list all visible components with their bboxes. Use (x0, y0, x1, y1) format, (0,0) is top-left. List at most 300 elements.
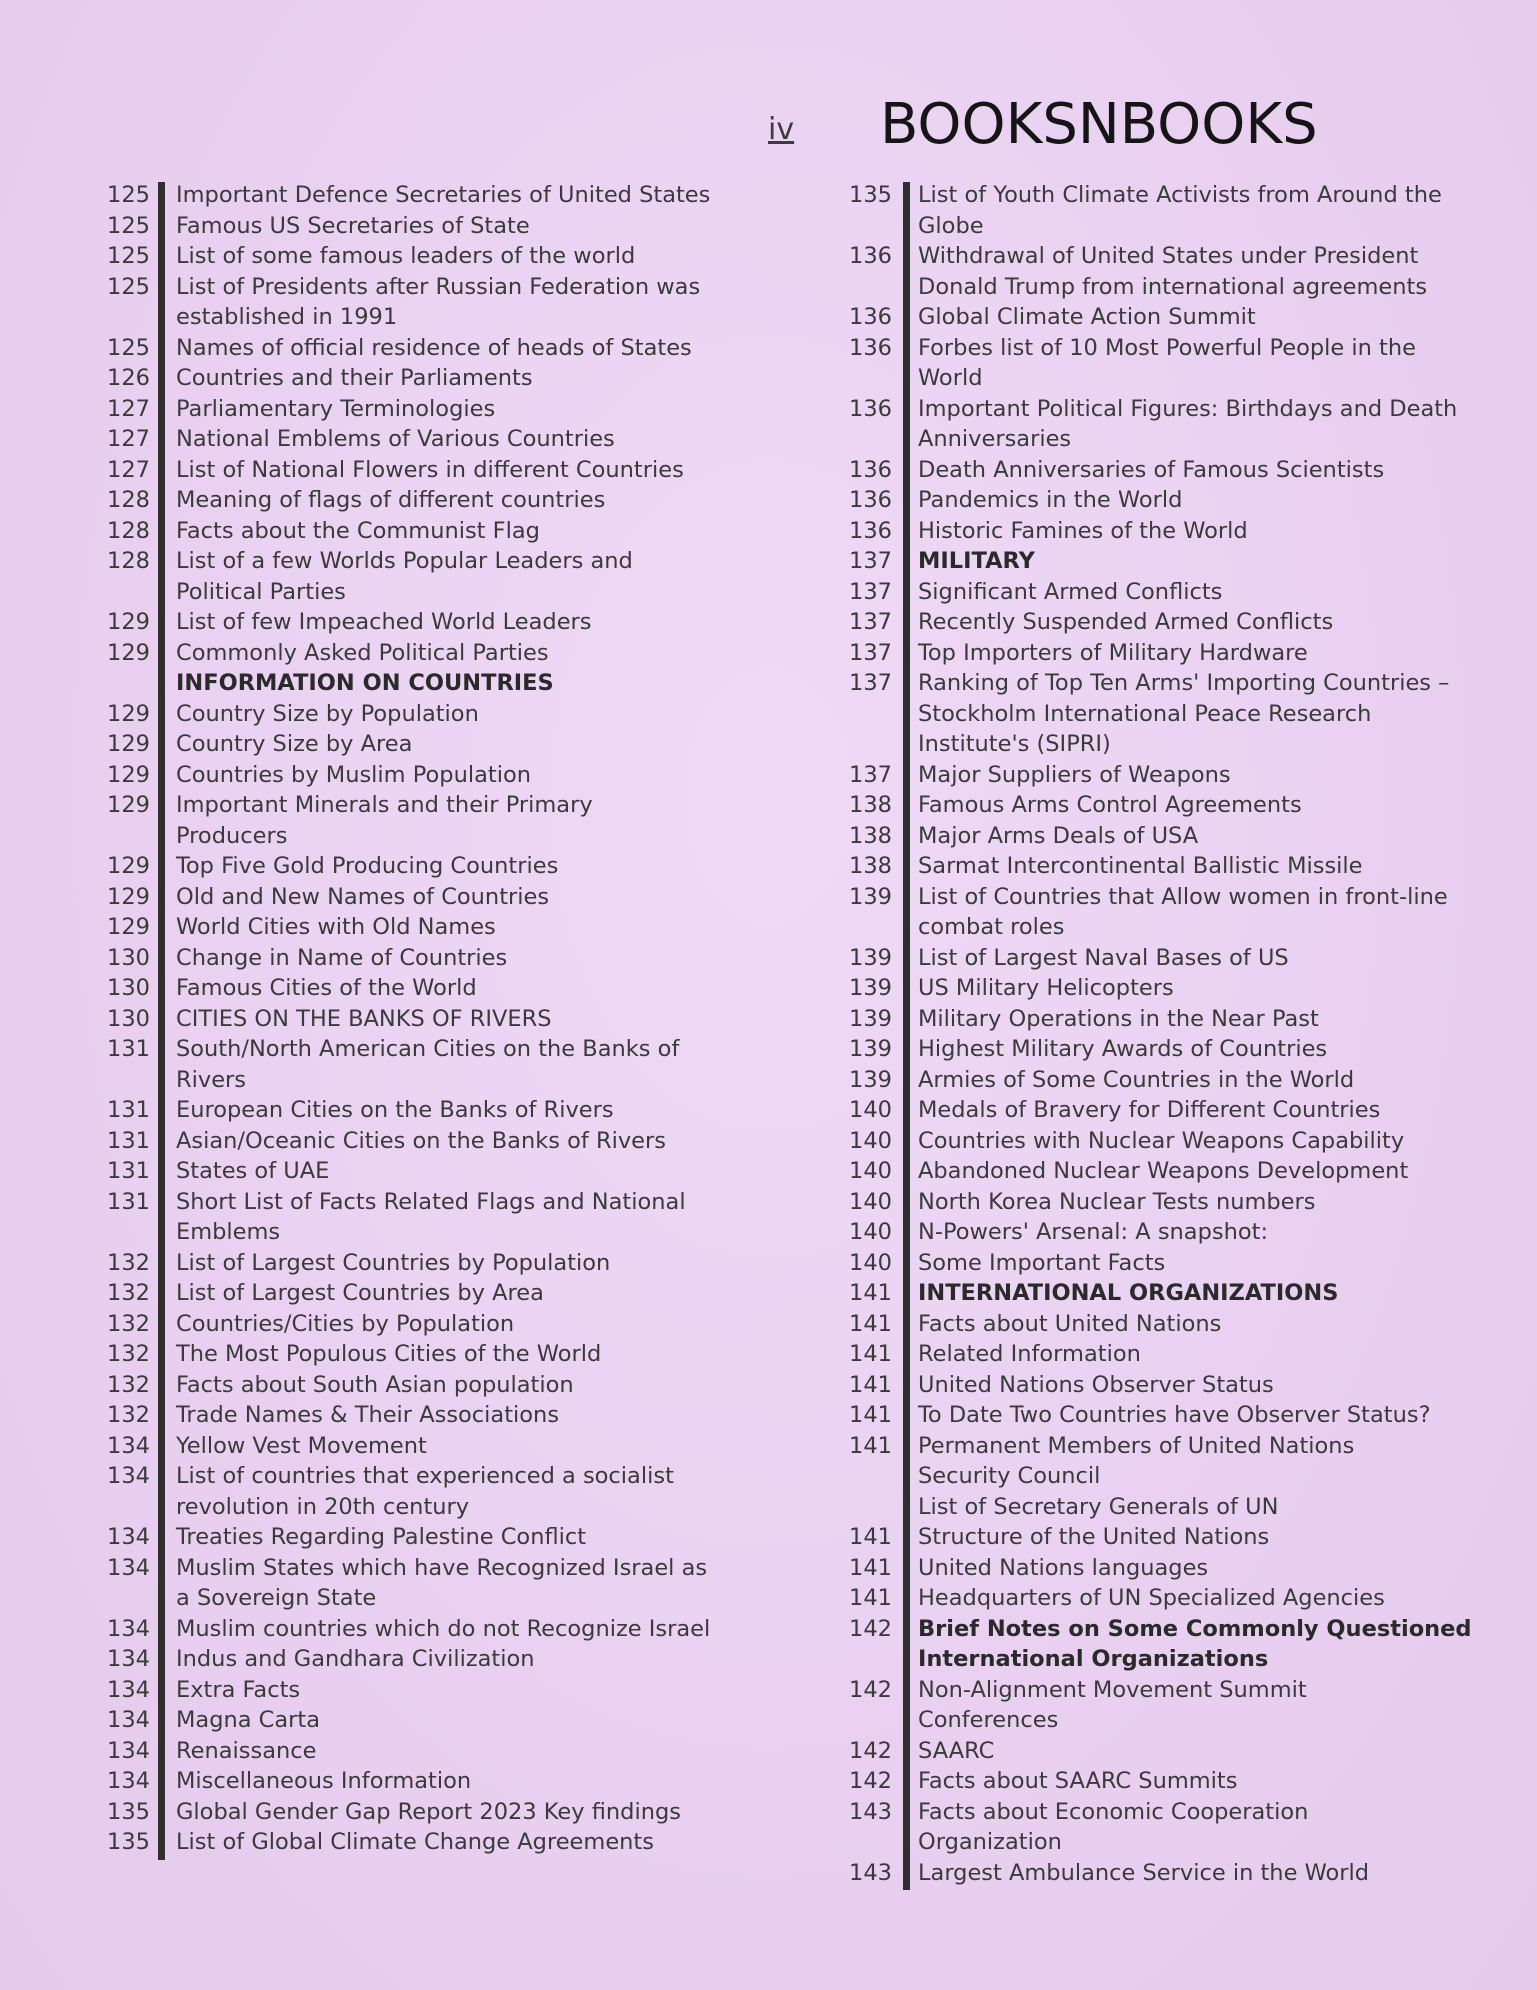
toc-entry-page: 129 (107, 883, 150, 910)
toc-entry-page: 129 (107, 853, 150, 879)
toc-entry-line: Treaties Regarding Palestine Conflict (176, 1524, 587, 1550)
toc-entry (830, 1858, 1490, 1889)
toc-entry (84, 180, 724, 211)
toc-entry-title (918, 455, 1478, 486)
toc-entry (830, 1004, 1490, 1035)
toc-entry-line: combat roles (918, 914, 1065, 940)
toc-entry (830, 1400, 1490, 1431)
toc-entry-title (176, 882, 724, 913)
toc-entry (830, 760, 1490, 791)
toc-entry-page: 131 (107, 1127, 150, 1154)
toc-entry-title (176, 1004, 724, 1035)
toc-entry-title (918, 516, 1478, 547)
toc-entry-page: 137 (849, 548, 892, 574)
toc-entry (830, 333, 1490, 394)
toc-entry-page: 135 (107, 1829, 150, 1855)
toc-entry-title (918, 577, 1478, 608)
toc-entry-line: Military Operations in the Near Past (918, 1005, 1319, 1032)
toc-entry-title (176, 1126, 724, 1157)
toc-entry-title (176, 1766, 724, 1797)
toc-entry-page: 136 (849, 456, 892, 483)
toc-entry (830, 790, 1490, 821)
toc-entry-line: Facts about SAARC Summits (918, 1768, 1238, 1794)
toc-entry-line: Yellow Vest Movement (176, 1432, 427, 1459)
toc-entry-page: 134 (107, 1524, 150, 1550)
toc-entry (84, 272, 724, 333)
toc-entry (84, 1827, 724, 1858)
toc-entry (84, 211, 724, 242)
toc-entry-line: Ranking of Top Ten Arms' Importing Countries – (918, 670, 1450, 696)
toc-entry-title (918, 1095, 1478, 1126)
toc-entry-line: Muslim countries which do not Recognize Israel (176, 1615, 711, 1642)
toc-entry (830, 546, 1490, 577)
toc-entry-title (176, 363, 724, 394)
toc-entry (84, 1644, 724, 1675)
toc-entry-title (176, 1309, 724, 1340)
toc-entry-title (918, 394, 1478, 455)
toc-entry-title (918, 1400, 1478, 1431)
toc-entry (84, 607, 724, 638)
toc-entry-title (176, 1736, 724, 1767)
toc-entry (830, 1370, 1490, 1401)
toc-entry-title (176, 1095, 724, 1126)
toc-entry-page: 136 (849, 517, 892, 544)
toc-entry-line: Change in Name of Countries (176, 944, 508, 971)
toc-entry-line: Non-Alignment Movement Summit (918, 1676, 1307, 1703)
toc-entry-line: Emblems (176, 1219, 281, 1245)
toc-entry-page: 125 (107, 273, 150, 300)
toc-entry (830, 577, 1490, 608)
toc-entry-line: Parliamentary Terminologies (176, 395, 496, 422)
toc-entry-line: Meaning of flags of different countries (176, 487, 606, 513)
toc-entry-page: 138 (849, 792, 892, 818)
toc-entry-title (176, 424, 724, 455)
toc-entry-title (176, 699, 724, 730)
toc-entry-title (918, 668, 1478, 760)
toc-entry-title (918, 1034, 1478, 1065)
toc-entry-title (918, 1370, 1478, 1401)
toc-entry (830, 882, 1490, 943)
toc-entry-page: 142 (849, 1615, 892, 1642)
toc-entry-page: 129 (107, 731, 150, 757)
toc-entry (830, 1065, 1490, 1096)
toc-entry (830, 1675, 1490, 1736)
toc-left-column (84, 180, 724, 1858)
toc-entry-page: 131 (107, 1036, 150, 1062)
page-number: iv (768, 112, 795, 147)
toc-entry-title (176, 1156, 724, 1187)
toc-entry-page: 125 (107, 212, 150, 239)
toc-entry-title (918, 241, 1478, 302)
toc-entry-line: List of Presidents after Russian Federation was (176, 273, 701, 300)
toc-entry-line: List of few Impeached World Leaders (176, 609, 592, 635)
toc-entry-title (918, 1766, 1478, 1797)
toc-entry-title (918, 302, 1478, 333)
toc-entry-line: North Korea Nuclear Tests numbers (918, 1188, 1316, 1215)
toc-entry-title (176, 638, 724, 669)
toc-entry-line: Countries and their Parliaments (176, 365, 533, 391)
toc-entry-title (918, 882, 1478, 943)
toc-entry-page: 131 (107, 1097, 150, 1123)
toc-entry-title (918, 1553, 1478, 1584)
toc-entry-line: Countries with Nuclear Weapons Capability (918, 1127, 1405, 1154)
toc-entry-title (176, 1431, 724, 1462)
toc-entry-page: 132 (107, 1249, 150, 1276)
toc-entry-line: The Most Populous Cities of the World (176, 1341, 602, 1367)
toc-entry (830, 1034, 1490, 1065)
toc-entry-title (176, 1339, 724, 1370)
toc-entry-page: 141 (849, 1554, 892, 1581)
toc-entry-line: a Sovereign State (176, 1585, 377, 1611)
toc-entry-line: United Nations Observer Status (918, 1371, 1274, 1398)
toc-entry (84, 851, 724, 882)
toc-entry-page: 142 (849, 1676, 892, 1703)
toc-entry-title (176, 1248, 724, 1279)
toc-entry (830, 1583, 1490, 1614)
toc-entry (84, 790, 724, 851)
toc-entry-line: To Date Two Countries have Observer Status? (918, 1402, 1431, 1428)
toc-entry-page: 139 (849, 1066, 892, 1093)
toc-entry-page: 139 (849, 1005, 892, 1032)
toc-entry (830, 1339, 1490, 1370)
toc-entry-page: 141 (849, 1402, 892, 1428)
toc-entry-line: List of National Flowers in different Countries (176, 456, 684, 483)
toc-entry-page: 129 (107, 914, 150, 940)
toc-entry-page: 141 (849, 1310, 892, 1337)
toc-entry-line: List of Largest Countries by Area (176, 1280, 544, 1306)
toc-entry-title (918, 973, 1478, 1004)
toc-entry-page: 141 (849, 1524, 892, 1550)
toc-entry-title (176, 790, 724, 851)
toc-entry-title (918, 1126, 1478, 1157)
toc-entry-line: Global Climate Action Summit (918, 304, 1256, 330)
toc-entry-page: 140 (849, 1188, 892, 1215)
toc-entry-line: United Nations languages (918, 1554, 1209, 1581)
toc-entry-line: Muslim States which have Recognized Israel as (176, 1554, 708, 1581)
toc-entry (84, 1278, 724, 1309)
toc-entry-title (176, 1400, 724, 1431)
toc-entry (830, 302, 1490, 333)
toc-entry-page: 134 (107, 1432, 150, 1459)
toc-entry (84, 668, 724, 699)
toc-entry (830, 638, 1490, 669)
toc-entry (84, 516, 724, 547)
toc-entry-title (176, 1278, 724, 1309)
toc-entry-page: 137 (849, 609, 892, 635)
toc-entry-line: Top Importers of Military Hardware (918, 639, 1308, 666)
toc-entry-title (176, 1797, 724, 1828)
toc-entry-line: States of UAE (176, 1158, 330, 1184)
toc-entry (830, 1156, 1490, 1187)
toc-entry-page: 136 (849, 395, 892, 422)
toc-entry (830, 1553, 1490, 1584)
toc-entry-line: Headquarters of UN Specialized Agencies (918, 1585, 1385, 1611)
toc-entry (830, 668, 1490, 760)
toc-entry-title (176, 943, 724, 974)
toc-entry-title (918, 1522, 1478, 1553)
toc-entry-page: 129 (107, 700, 150, 727)
toc-entry-page: 129 (107, 609, 150, 635)
toc-entry-page: 125 (107, 334, 150, 361)
toc-entry-page: 141 (849, 1341, 892, 1367)
toc-entry-page: 128 (107, 487, 150, 513)
toc-entry-page: 137 (849, 670, 892, 696)
toc-entry (84, 638, 724, 669)
toc-entry (830, 1126, 1490, 1157)
toc-entry-title (176, 485, 724, 516)
toc-entry-page: 143 (849, 1859, 892, 1886)
toc-entry-title (918, 1248, 1478, 1279)
toc-entry-line: Facts about Economic Cooperation (918, 1798, 1309, 1825)
toc-entry (830, 180, 1490, 241)
toc-entry-title (176, 760, 724, 791)
toc-entry-line: Facts about the Communist Flag (176, 517, 540, 544)
toc-entry-line: Miscellaneous Information (176, 1768, 472, 1794)
toc-entry (84, 1736, 724, 1767)
toc-entry (84, 1797, 724, 1828)
toc-entry-title (918, 1217, 1478, 1248)
toc-entry-title (918, 1309, 1478, 1340)
toc-entry-title (918, 333, 1478, 394)
toc-entry-line: Significant Armed Conflicts (918, 578, 1223, 605)
toc-entry (830, 241, 1490, 302)
toc-entry-page: 140 (849, 1219, 892, 1245)
toc-entry (84, 912, 724, 943)
toc-entry-line: International Organizations (918, 1646, 1269, 1672)
toc-entry-page: 137 (849, 761, 892, 788)
toc-entry-title (176, 1370, 724, 1401)
toc-entry-line: World Cities with Old Names (176, 914, 496, 940)
toc-entry (830, 1797, 1490, 1858)
toc-entry-page: 138 (849, 853, 892, 879)
toc-entry-page: 132 (107, 1310, 150, 1337)
toc-entry-line: established in 1991 (176, 304, 398, 330)
toc-entry-page: 140 (849, 1249, 892, 1276)
toc-entry-line: Donald Trump from international agreements (918, 273, 1428, 300)
toc-entry-line: Structure of the United Nations (918, 1524, 1270, 1550)
toc-entry-page: 131 (107, 1158, 150, 1184)
toc-entry-line: Medals of Bravery for Different Countries (918, 1097, 1381, 1123)
toc-entry-title (176, 241, 724, 272)
toc-entry-line: Countries by Muslim Population (176, 761, 531, 788)
toc-entry (84, 1614, 724, 1645)
toc-entry-line: List of some famous leaders of the world (176, 243, 636, 269)
toc-entry-line: Organization (918, 1829, 1062, 1855)
toc-entry (84, 1248, 724, 1279)
toc-entry-line: INFORMATION ON COUNTRIES (176, 670, 554, 696)
toc-entry-line: Sarmat Intercontinental Ballistic Missile (918, 853, 1363, 879)
toc-entry (830, 607, 1490, 638)
toc-entry (830, 516, 1490, 547)
toc-entry-title (918, 1431, 1478, 1523)
toc-entry-line: Facts about South Asian population (176, 1371, 574, 1398)
toc-entry (84, 394, 724, 425)
toc-entry-line: Important Defence Secretaries of United States (176, 182, 711, 208)
toc-entry-title (176, 1553, 724, 1614)
toc-entry-title (176, 1522, 724, 1553)
toc-entry (830, 485, 1490, 516)
toc-entry-page: 132 (107, 1402, 150, 1428)
toc-right-column (830, 180, 1490, 1888)
toc-entry (84, 1431, 724, 1462)
toc-entry (84, 241, 724, 272)
toc-entry (84, 546, 724, 607)
toc-entry (830, 943, 1490, 974)
toc-entry-line: South/North American Cities on the Banks of (176, 1036, 680, 1062)
toc-entry (84, 1187, 724, 1248)
toc-entry-line: Rivers (176, 1066, 247, 1093)
toc-entry-line: List of Largest Naval Bases of US (918, 944, 1289, 971)
toc-entry-line: Largest Ambulance Service in the World (918, 1859, 1370, 1886)
toc-entry-page: 134 (107, 1768, 150, 1794)
toc-entry (84, 333, 724, 364)
toc-entry-page: 137 (849, 639, 892, 666)
toc-entry-line: Abandoned Nuclear Weapons Development (918, 1158, 1409, 1184)
toc-entry (830, 1095, 1490, 1126)
toc-entry-title (918, 1858, 1478, 1889)
toc-entry-page: 139 (849, 975, 892, 1001)
toc-entry (830, 973, 1490, 1004)
toc-entry (830, 1248, 1490, 1279)
toc-entry-page: 128 (107, 548, 150, 574)
toc-entry-line: Names of official residence of heads of States (176, 334, 692, 361)
toc-entry-line: List of a few Worlds Popular Leaders and (176, 548, 633, 574)
toc-entry-page: 140 (849, 1097, 892, 1123)
toc-entry-page: 136 (849, 334, 892, 361)
toc-entry-page: 126 (107, 365, 150, 391)
toc-entry-line: SAARC (918, 1737, 995, 1764)
brand-title: BOOKSNBOOKS (880, 92, 1318, 157)
toc-entry (830, 394, 1490, 455)
toc-entry-title (918, 821, 1478, 852)
toc-entry (84, 1095, 724, 1126)
toc-entry-page: 139 (849, 883, 892, 910)
toc-entry-line: Political Parties (176, 578, 346, 605)
toc-entry-page: 140 (849, 1158, 892, 1184)
toc-entry (84, 1126, 724, 1157)
toc-entry (84, 1034, 724, 1095)
toc-entry-title (918, 1614, 1478, 1675)
toc-entry-title (918, 1004, 1478, 1035)
toc-entry-title (918, 180, 1478, 241)
toc-entry-title (176, 1187, 724, 1248)
toc-entry-title (176, 180, 724, 211)
toc-entry-line: US Military Helicopters (918, 975, 1174, 1001)
toc-entry (84, 363, 724, 394)
toc-entry-title (176, 729, 724, 760)
toc-entry (84, 1705, 724, 1736)
toc-entry-page: 142 (849, 1737, 892, 1764)
toc-entry-line: revolution in 20th century (176, 1493, 470, 1520)
toc-entry-line: Pandemics in the World (918, 487, 1183, 513)
toc-entry-page: 138 (849, 822, 892, 849)
toc-entry-line: Major Arms Deals of USA (918, 822, 1199, 849)
toc-entry-line: MILITARY (918, 548, 1035, 574)
toc-entry-line: World (918, 365, 983, 391)
toc-entry-page: 129 (107, 639, 150, 666)
toc-entry-title (176, 607, 724, 638)
toc-entry-page: 132 (107, 1341, 150, 1367)
toc-entry (84, 1400, 724, 1431)
toc-entry (830, 1278, 1490, 1309)
toc-entry-line: Producers (176, 822, 288, 849)
toc-entry-line: Major Suppliers of Weapons (918, 761, 1231, 788)
toc-entry-page: 141 (849, 1432, 892, 1459)
toc-entry-line: Conferences (918, 1707, 1059, 1733)
toc-entry-line: Countries/Cities by Population (176, 1310, 515, 1337)
toc-entry-line: Historic Famines of the World (918, 517, 1248, 544)
toc-entry-title (918, 760, 1478, 791)
toc-entry-title (918, 485, 1478, 516)
toc-entry-line: Some Important Facts (918, 1249, 1166, 1276)
toc-entry-title (918, 1675, 1478, 1736)
toc-entry-line: National Emblems of Various Countries (176, 426, 615, 452)
toc-entry-title (918, 1156, 1478, 1187)
toc-entry-page: 135 (107, 1798, 150, 1825)
toc-entry-title (918, 1065, 1478, 1096)
toc-entry (84, 485, 724, 516)
toc-entry-line: List of countries that experienced a socialist (176, 1463, 674, 1489)
toc-entry-page: 134 (107, 1707, 150, 1733)
toc-entry-line: Death Anniversaries of Famous Scientists (918, 456, 1385, 483)
toc-entry-title (176, 272, 724, 333)
toc-entry-line: List of Global Climate Change Agreements (176, 1829, 654, 1855)
toc-entry-page: 142 (849, 1768, 892, 1794)
toc-entry (84, 973, 724, 1004)
toc-entry-title (176, 1034, 724, 1095)
toc-entry-title (918, 1278, 1478, 1309)
toc-entry-page: 137 (849, 578, 892, 605)
toc-entry-title (918, 546, 1478, 577)
toc-entry-line: Old and New Names of Countries (176, 883, 550, 910)
toc-entry-line: Recently Suspended Armed Conflicts (918, 609, 1334, 635)
toc-entry-title (918, 1583, 1478, 1614)
toc-entry (84, 1339, 724, 1370)
toc-entry-title (918, 790, 1478, 821)
toc-entry-line: Anniversaries (918, 426, 1072, 452)
toc-entry (830, 1431, 1490, 1523)
toc-entry-title (176, 546, 724, 607)
toc-entry-title (918, 1797, 1478, 1858)
toc-entry-title (176, 211, 724, 242)
toc-entry-line: Magna Carta (176, 1707, 321, 1733)
toc-entry-title (176, 912, 724, 943)
toc-entry-line: List of Secretary Generals of UN (918, 1493, 1279, 1520)
toc-entry-page: 139 (849, 944, 892, 971)
toc-entry-title (176, 851, 724, 882)
toc-entry-line: Famous Cities of the World (176, 975, 477, 1001)
toc-entry-title (176, 1827, 724, 1858)
toc-entry-line: Top Five Gold Producing Countries (176, 853, 559, 879)
toc-entry-line: CITIES ON THE BANKS OF RIVERS (176, 1005, 552, 1032)
toc-entry-line: Globe (918, 212, 984, 239)
toc-entry-line: Security Council (918, 1463, 1101, 1489)
toc-entry-page: 141 (849, 1371, 892, 1398)
toc-entry-title (176, 1705, 724, 1736)
toc-entry-page: 134 (107, 1615, 150, 1642)
toc-entry-line: Withdrawal of United States under President (918, 243, 1419, 269)
toc-entry (830, 1309, 1490, 1340)
toc-entry-title (918, 1187, 1478, 1218)
toc-entry-title (176, 1675, 724, 1706)
toc-entry-title (176, 1644, 724, 1675)
toc-entry-line: Indus and Gandhara Civilization (176, 1646, 535, 1672)
toc-entry-page: 136 (849, 243, 892, 269)
toc-entry-page: 127 (107, 456, 150, 483)
toc-entry-page: 125 (107, 243, 150, 269)
toc-entry-page: 139 (849, 1036, 892, 1062)
toc-entry-line: Important Minerals and their Primary (176, 792, 593, 818)
